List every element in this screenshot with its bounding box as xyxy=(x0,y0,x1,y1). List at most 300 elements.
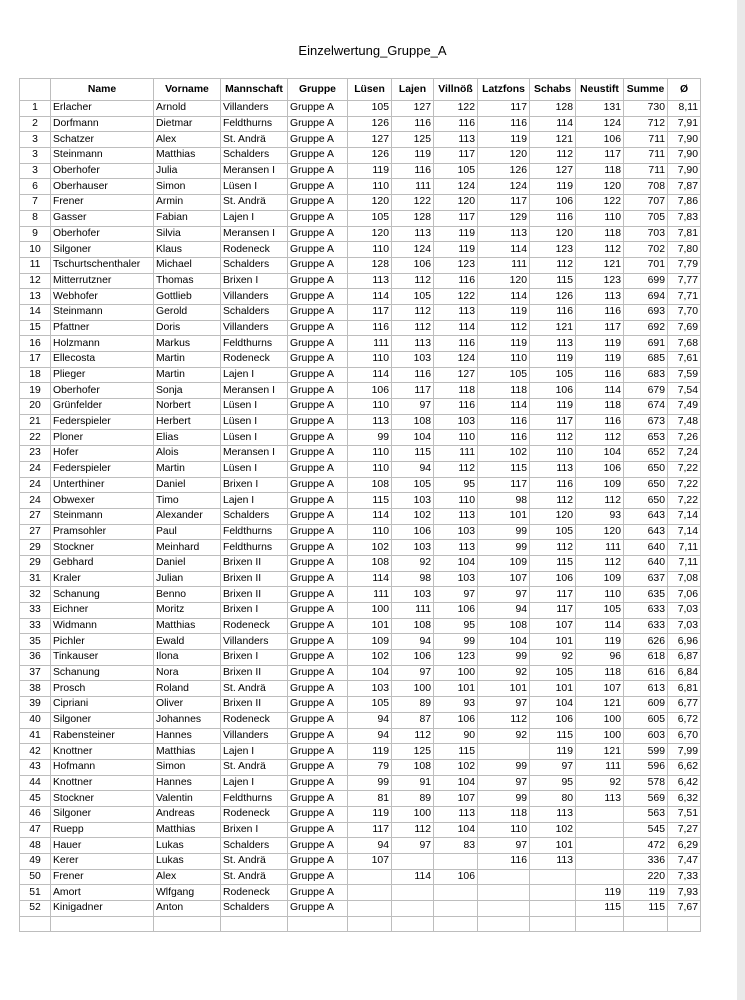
cell-gruppe: Gruppe A xyxy=(288,603,348,619)
cell-villnoess: 113 xyxy=(434,806,478,822)
empty-cell xyxy=(392,916,434,931)
cell-luesen: 114 xyxy=(348,571,392,587)
column-header-vorname: Vorname xyxy=(154,79,221,101)
cell-schabs: 127 xyxy=(530,163,576,179)
cell-gruppe: Gruppe A xyxy=(288,493,348,509)
cell-schabs: 115 xyxy=(530,728,576,744)
cell-gruppe: Gruppe A xyxy=(288,226,348,242)
cell-latzfons: 116 xyxy=(478,430,530,446)
cell-summe: 563 xyxy=(624,806,668,822)
cell-schabs: 112 xyxy=(530,430,576,446)
cell-avg: 7,54 xyxy=(668,383,701,399)
cell-mannschaft: Schalders xyxy=(221,901,288,917)
cell-schabs: 106 xyxy=(530,712,576,728)
cell-schabs: 116 xyxy=(530,304,576,320)
cell-luesen: 101 xyxy=(348,618,392,634)
cell-summe: 652 xyxy=(624,446,668,462)
table-row xyxy=(20,822,701,838)
cell-neustift: 107 xyxy=(576,681,624,697)
table-row xyxy=(20,430,701,446)
cell-summe: 650 xyxy=(624,477,668,493)
cell-lajen: 104 xyxy=(392,430,434,446)
cell-lajen: 113 xyxy=(392,226,434,242)
cell-neustift: 121 xyxy=(576,257,624,273)
cell-latzfons: 92 xyxy=(478,728,530,744)
cell-rank: 42 xyxy=(20,744,51,760)
cell-villnoess: 101 xyxy=(434,681,478,697)
cell-rank: 24 xyxy=(20,477,51,493)
cell-neustift: 119 xyxy=(576,352,624,368)
cell-gruppe: Gruppe A xyxy=(288,508,348,524)
cell-mannschaft: St. Andrä xyxy=(221,681,288,697)
cell-gruppe: Gruppe A xyxy=(288,555,348,571)
cell-neustift: 100 xyxy=(576,712,624,728)
empty-cell xyxy=(478,916,530,931)
cell-latzfons: 129 xyxy=(478,210,530,226)
table-row xyxy=(20,461,701,477)
cell-avg: 7,33 xyxy=(668,869,701,885)
table-row xyxy=(20,540,701,556)
cell-schabs: 102 xyxy=(530,822,576,838)
cell-neustift: 119 xyxy=(576,634,624,650)
cell-lajen: 103 xyxy=(392,493,434,509)
cell-avg: 6,81 xyxy=(668,681,701,697)
cell-name: Obwexer xyxy=(51,493,154,509)
column-header-neustift: Neustift xyxy=(576,79,624,101)
cell-vorname: Martin xyxy=(154,352,221,368)
cell-rank: 46 xyxy=(20,806,51,822)
cell-neustift: 106 xyxy=(576,132,624,148)
empty-row xyxy=(20,916,701,931)
cell-rank: 27 xyxy=(20,524,51,540)
cell-avg: 7,70 xyxy=(668,304,701,320)
cell-gruppe: Gruppe A xyxy=(288,571,348,587)
table-row xyxy=(20,634,701,650)
cell-mannschaft: Brixen I xyxy=(221,273,288,289)
cell-villnoess: 95 xyxy=(434,477,478,493)
cell-name: Stockner xyxy=(51,791,154,807)
cell-latzfons: 126 xyxy=(478,163,530,179)
cell-summe: 643 xyxy=(624,524,668,540)
cell-rank: 3 xyxy=(20,163,51,179)
cell-gruppe: Gruppe A xyxy=(288,524,348,540)
cell-vorname: Simon xyxy=(154,179,221,195)
cell-vorname: Gerold xyxy=(154,304,221,320)
cell-lajen: 97 xyxy=(392,665,434,681)
cell-rank: 15 xyxy=(20,320,51,336)
cell-schabs: 113 xyxy=(530,461,576,477)
cell-lajen: 125 xyxy=(392,744,434,760)
cell-mannschaft: Lüsen I xyxy=(221,430,288,446)
cell-avg: 6,62 xyxy=(668,759,701,775)
cell-schabs: 112 xyxy=(530,257,576,273)
cell-latzfons: 119 xyxy=(478,336,530,352)
cell-mannschaft: St. Andrä xyxy=(221,759,288,775)
table-row xyxy=(20,414,701,430)
cell-rank: 16 xyxy=(20,336,51,352)
cell-summe: 701 xyxy=(624,257,668,273)
cell-summe: 679 xyxy=(624,383,668,399)
cell-avg: 7,03 xyxy=(668,603,701,619)
cell-summe: 115 xyxy=(624,901,668,917)
cell-mannschaft: Feldthurns xyxy=(221,791,288,807)
cell-mannschaft: Lüsen I xyxy=(221,461,288,477)
cell-summe: 616 xyxy=(624,665,668,681)
cell-mannschaft: Meransen I xyxy=(221,163,288,179)
cell-luesen: 110 xyxy=(348,399,392,415)
cell-rank: 33 xyxy=(20,603,51,619)
table-row xyxy=(20,446,701,462)
cell-luesen: 120 xyxy=(348,195,392,211)
cell-schabs: 95 xyxy=(530,775,576,791)
cell-summe: 596 xyxy=(624,759,668,775)
cell-villnoess: 124 xyxy=(434,352,478,368)
cell-rank: 51 xyxy=(20,885,51,901)
cell-summe: 640 xyxy=(624,540,668,556)
cell-avg: 7,14 xyxy=(668,508,701,524)
cell-summe: 711 xyxy=(624,163,668,179)
cell-vorname: Markus xyxy=(154,336,221,352)
table-row xyxy=(20,336,701,352)
cell-vorname: Johannes xyxy=(154,712,221,728)
cell-lajen: 113 xyxy=(392,336,434,352)
table-row xyxy=(20,524,701,540)
cell-vorname: Michael xyxy=(154,257,221,273)
cell-avg: 8,11 xyxy=(668,101,701,117)
cell-gruppe: Gruppe A xyxy=(288,163,348,179)
cell-gruppe: Gruppe A xyxy=(288,869,348,885)
cell-rank: 36 xyxy=(20,650,51,666)
cell-villnoess: 112 xyxy=(434,461,478,477)
table-row xyxy=(20,101,701,117)
cell-summe: 633 xyxy=(624,603,668,619)
cell-latzfons: 124 xyxy=(478,179,530,195)
cell-villnoess: 124 xyxy=(434,179,478,195)
cell-rank: 27 xyxy=(20,508,51,524)
cell-gruppe: Gruppe A xyxy=(288,665,348,681)
cell-latzfons: 97 xyxy=(478,587,530,603)
cell-schabs: 101 xyxy=(530,838,576,854)
table-row xyxy=(20,854,701,870)
cell-villnoess: 119 xyxy=(434,242,478,258)
cell-avg: 7,90 xyxy=(668,148,701,164)
cell-schabs: 112 xyxy=(530,148,576,164)
cell-avg: 7,67 xyxy=(668,901,701,917)
cell-villnoess: 127 xyxy=(434,367,478,383)
cell-gruppe: Gruppe A xyxy=(288,712,348,728)
cell-lajen: 114 xyxy=(392,869,434,885)
cell-vorname: Alex xyxy=(154,869,221,885)
cell-villnoess: 118 xyxy=(434,383,478,399)
cell-avg: 7,77 xyxy=(668,273,701,289)
cell-luesen: 113 xyxy=(348,273,392,289)
cell-rank: 1 xyxy=(20,101,51,117)
cell-name: Oberhofer xyxy=(51,383,154,399)
cell-avg: 7,59 xyxy=(668,367,701,383)
cell-villnoess: 106 xyxy=(434,869,478,885)
table-row xyxy=(20,587,701,603)
cell-neustift: 118 xyxy=(576,226,624,242)
cell-latzfons: 112 xyxy=(478,712,530,728)
cell-neustift: 121 xyxy=(576,744,624,760)
cell-neustift: 123 xyxy=(576,273,624,289)
cell-name: Steinmann xyxy=(51,148,154,164)
cell-latzfons: 109 xyxy=(478,555,530,571)
cell-lajen: 106 xyxy=(392,650,434,666)
cell-avg: 7,90 xyxy=(668,132,701,148)
cell-neustift: 111 xyxy=(576,540,624,556)
cell-vorname: Moritz xyxy=(154,603,221,619)
cell-rank: 7 xyxy=(20,195,51,211)
cell-lajen xyxy=(392,885,434,901)
cell-name: Frener xyxy=(51,195,154,211)
cell-schabs: 120 xyxy=(530,226,576,242)
cell-neustift xyxy=(576,822,624,838)
cell-vorname: Timo xyxy=(154,493,221,509)
cell-latzfons: 97 xyxy=(478,775,530,791)
cell-rank: 21 xyxy=(20,414,51,430)
cell-rank: 38 xyxy=(20,681,51,697)
cell-villnoess: 123 xyxy=(434,650,478,666)
cell-latzfons: 118 xyxy=(478,383,530,399)
cell-name: Pichler xyxy=(51,634,154,650)
cell-luesen: 117 xyxy=(348,304,392,320)
cell-latzfons xyxy=(478,744,530,760)
cell-mannschaft: St. Andrä xyxy=(221,854,288,870)
cell-lajen: 116 xyxy=(392,163,434,179)
cell-avg: 7,93 xyxy=(668,885,701,901)
cell-villnoess: 113 xyxy=(434,132,478,148)
cell-summe: 692 xyxy=(624,320,668,336)
cell-summe: 609 xyxy=(624,697,668,713)
cell-luesen: 99 xyxy=(348,430,392,446)
cell-summe: 712 xyxy=(624,116,668,132)
cell-villnoess: 105 xyxy=(434,163,478,179)
cell-schabs: 117 xyxy=(530,587,576,603)
cell-schabs: 101 xyxy=(530,634,576,650)
cell-summe: 603 xyxy=(624,728,668,744)
cell-avg: 7,79 xyxy=(668,257,701,273)
cell-neustift: 106 xyxy=(576,461,624,477)
cell-neustift: 115 xyxy=(576,901,624,917)
cell-neustift: 116 xyxy=(576,304,624,320)
cell-latzfons: 99 xyxy=(478,650,530,666)
cell-lajen: 112 xyxy=(392,822,434,838)
cell-name: Ploner xyxy=(51,430,154,446)
cell-luesen: 111 xyxy=(348,587,392,603)
cell-avg: 6,77 xyxy=(668,697,701,713)
cell-avg: 7,26 xyxy=(668,430,701,446)
cell-schabs: 119 xyxy=(530,399,576,415)
cell-avg: 7,68 xyxy=(668,336,701,352)
cell-neustift: 100 xyxy=(576,728,624,744)
cell-rank: 37 xyxy=(20,665,51,681)
cell-name: Stockner xyxy=(51,540,154,556)
table-row xyxy=(20,901,701,917)
cell-luesen: 106 xyxy=(348,383,392,399)
cell-vorname: Norbert xyxy=(154,399,221,415)
cell-villnoess: 106 xyxy=(434,712,478,728)
cell-summe: 674 xyxy=(624,399,668,415)
cell-vorname: Thomas xyxy=(154,273,221,289)
cell-name: Eichner xyxy=(51,603,154,619)
cell-neustift: 117 xyxy=(576,148,624,164)
cell-lajen: 115 xyxy=(392,446,434,462)
cell-villnoess: 104 xyxy=(434,775,478,791)
cell-luesen xyxy=(348,869,392,885)
cell-summe: 711 xyxy=(624,132,668,148)
cell-name: Widmann xyxy=(51,618,154,634)
cell-luesen: 103 xyxy=(348,681,392,697)
cell-gruppe: Gruppe A xyxy=(288,195,348,211)
cell-neustift: 96 xyxy=(576,650,624,666)
cell-summe: 702 xyxy=(624,242,668,258)
cell-schabs: 119 xyxy=(530,352,576,368)
cell-latzfons: 119 xyxy=(478,132,530,148)
table-row xyxy=(20,681,701,697)
empty-cell xyxy=(530,916,576,931)
table-row xyxy=(20,838,701,854)
cell-vorname: Daniel xyxy=(154,477,221,493)
cell-mannschaft: Brixen II xyxy=(221,571,288,587)
cell-neustift: 92 xyxy=(576,775,624,791)
cell-villnoess: 103 xyxy=(434,524,478,540)
cell-villnoess: 122 xyxy=(434,101,478,117)
cell-lajen: 87 xyxy=(392,712,434,728)
cell-luesen: 115 xyxy=(348,493,392,509)
cell-gruppe: Gruppe A xyxy=(288,336,348,352)
cell-name: Plieger xyxy=(51,367,154,383)
cell-name: Schatzer xyxy=(51,132,154,148)
cell-vorname: Fabian xyxy=(154,210,221,226)
cell-name: Schanung xyxy=(51,665,154,681)
cell-name: Ruepp xyxy=(51,822,154,838)
cell-luesen: 110 xyxy=(348,446,392,462)
cell-lajen: 111 xyxy=(392,603,434,619)
cell-villnoess: 110 xyxy=(434,430,478,446)
cell-gruppe: Gruppe A xyxy=(288,289,348,305)
cell-schabs xyxy=(530,901,576,917)
cell-luesen: 126 xyxy=(348,148,392,164)
cell-villnoess: 113 xyxy=(434,304,478,320)
cell-latzfons: 104 xyxy=(478,634,530,650)
cell-gruppe: Gruppe A xyxy=(288,210,348,226)
cell-mannschaft: Villanders xyxy=(221,728,288,744)
cell-avg: 7,11 xyxy=(668,555,701,571)
cell-rank: 50 xyxy=(20,869,51,885)
cell-latzfons: 101 xyxy=(478,681,530,697)
cell-name: Hofer xyxy=(51,446,154,462)
empty-cell xyxy=(576,916,624,931)
cell-avg: 7,86 xyxy=(668,195,701,211)
cell-mannschaft: Rodeneck xyxy=(221,806,288,822)
cell-luesen: 99 xyxy=(348,775,392,791)
cell-neustift: 116 xyxy=(576,367,624,383)
cell-gruppe: Gruppe A xyxy=(288,179,348,195)
cell-avg: 6,29 xyxy=(668,838,701,854)
cell-latzfons: 118 xyxy=(478,806,530,822)
cell-avg: 7,69 xyxy=(668,320,701,336)
cell-gruppe: Gruppe A xyxy=(288,116,348,132)
cell-vorname: Matthias xyxy=(154,822,221,838)
table-row xyxy=(20,116,701,132)
cell-latzfons: 120 xyxy=(478,273,530,289)
cell-vorname: Meinhard xyxy=(154,540,221,556)
cell-name: Kinigadner xyxy=(51,901,154,917)
cell-villnoess: 110 xyxy=(434,493,478,509)
cell-lajen: 125 xyxy=(392,132,434,148)
cell-vorname: Lukas xyxy=(154,854,221,870)
cell-avg: 7,61 xyxy=(668,352,701,368)
cell-mannschaft: Schalders xyxy=(221,838,288,854)
cell-latzfons: 107 xyxy=(478,571,530,587)
cell-latzfons: 105 xyxy=(478,367,530,383)
column-header-gruppe: Gruppe xyxy=(288,79,348,101)
cell-avg: 6,42 xyxy=(668,775,701,791)
cell-summe: 119 xyxy=(624,885,668,901)
cell-schabs: 97 xyxy=(530,759,576,775)
cell-gruppe: Gruppe A xyxy=(288,367,348,383)
cell-avg: 7,71 xyxy=(668,289,701,305)
cell-avg: 7,27 xyxy=(668,822,701,838)
cell-rank: 52 xyxy=(20,901,51,917)
cell-schabs: 119 xyxy=(530,744,576,760)
cell-villnoess: 95 xyxy=(434,618,478,634)
column-header-mannschaft: Mannschaft xyxy=(221,79,288,101)
cell-avg: 7,14 xyxy=(668,524,701,540)
cell-lajen: 89 xyxy=(392,697,434,713)
cell-latzfons: 98 xyxy=(478,493,530,509)
cell-gruppe: Gruppe A xyxy=(288,132,348,148)
cell-name: Gebhard xyxy=(51,555,154,571)
cell-lajen: 97 xyxy=(392,399,434,415)
cell-schabs: 105 xyxy=(530,367,576,383)
cell-avg: 7,83 xyxy=(668,210,701,226)
cell-name: Hofmann xyxy=(51,759,154,775)
cell-schabs: 116 xyxy=(530,210,576,226)
cell-avg: 7,06 xyxy=(668,587,701,603)
cell-luesen: 110 xyxy=(348,461,392,477)
cell-gruppe: Gruppe A xyxy=(288,681,348,697)
cell-vorname: Dietmar xyxy=(154,116,221,132)
cell-luesen: 107 xyxy=(348,854,392,870)
cell-summe: 605 xyxy=(624,712,668,728)
table-row xyxy=(20,869,701,885)
cell-vorname: Matthias xyxy=(154,148,221,164)
cell-name: Tinkauser xyxy=(51,650,154,666)
cell-name: Oberhofer xyxy=(51,163,154,179)
table-row xyxy=(20,367,701,383)
cell-lajen: 112 xyxy=(392,273,434,289)
cell-villnoess: 113 xyxy=(434,508,478,524)
table-row xyxy=(20,210,701,226)
cell-gruppe: Gruppe A xyxy=(288,650,348,666)
cell-neustift: 118 xyxy=(576,163,624,179)
table-row xyxy=(20,885,701,901)
cell-name: Mitterrutzner xyxy=(51,273,154,289)
cell-mannschaft: Rodeneck xyxy=(221,242,288,258)
cell-summe: 730 xyxy=(624,101,668,117)
table-row xyxy=(20,618,701,634)
cell-latzfons: 99 xyxy=(478,791,530,807)
cell-gruppe: Gruppe A xyxy=(288,775,348,791)
cell-vorname: Arnold xyxy=(154,101,221,117)
cell-rank: 3 xyxy=(20,148,51,164)
table-row xyxy=(20,493,701,509)
cell-lajen: 105 xyxy=(392,289,434,305)
cell-schabs xyxy=(530,869,576,885)
results-table xyxy=(19,78,701,932)
